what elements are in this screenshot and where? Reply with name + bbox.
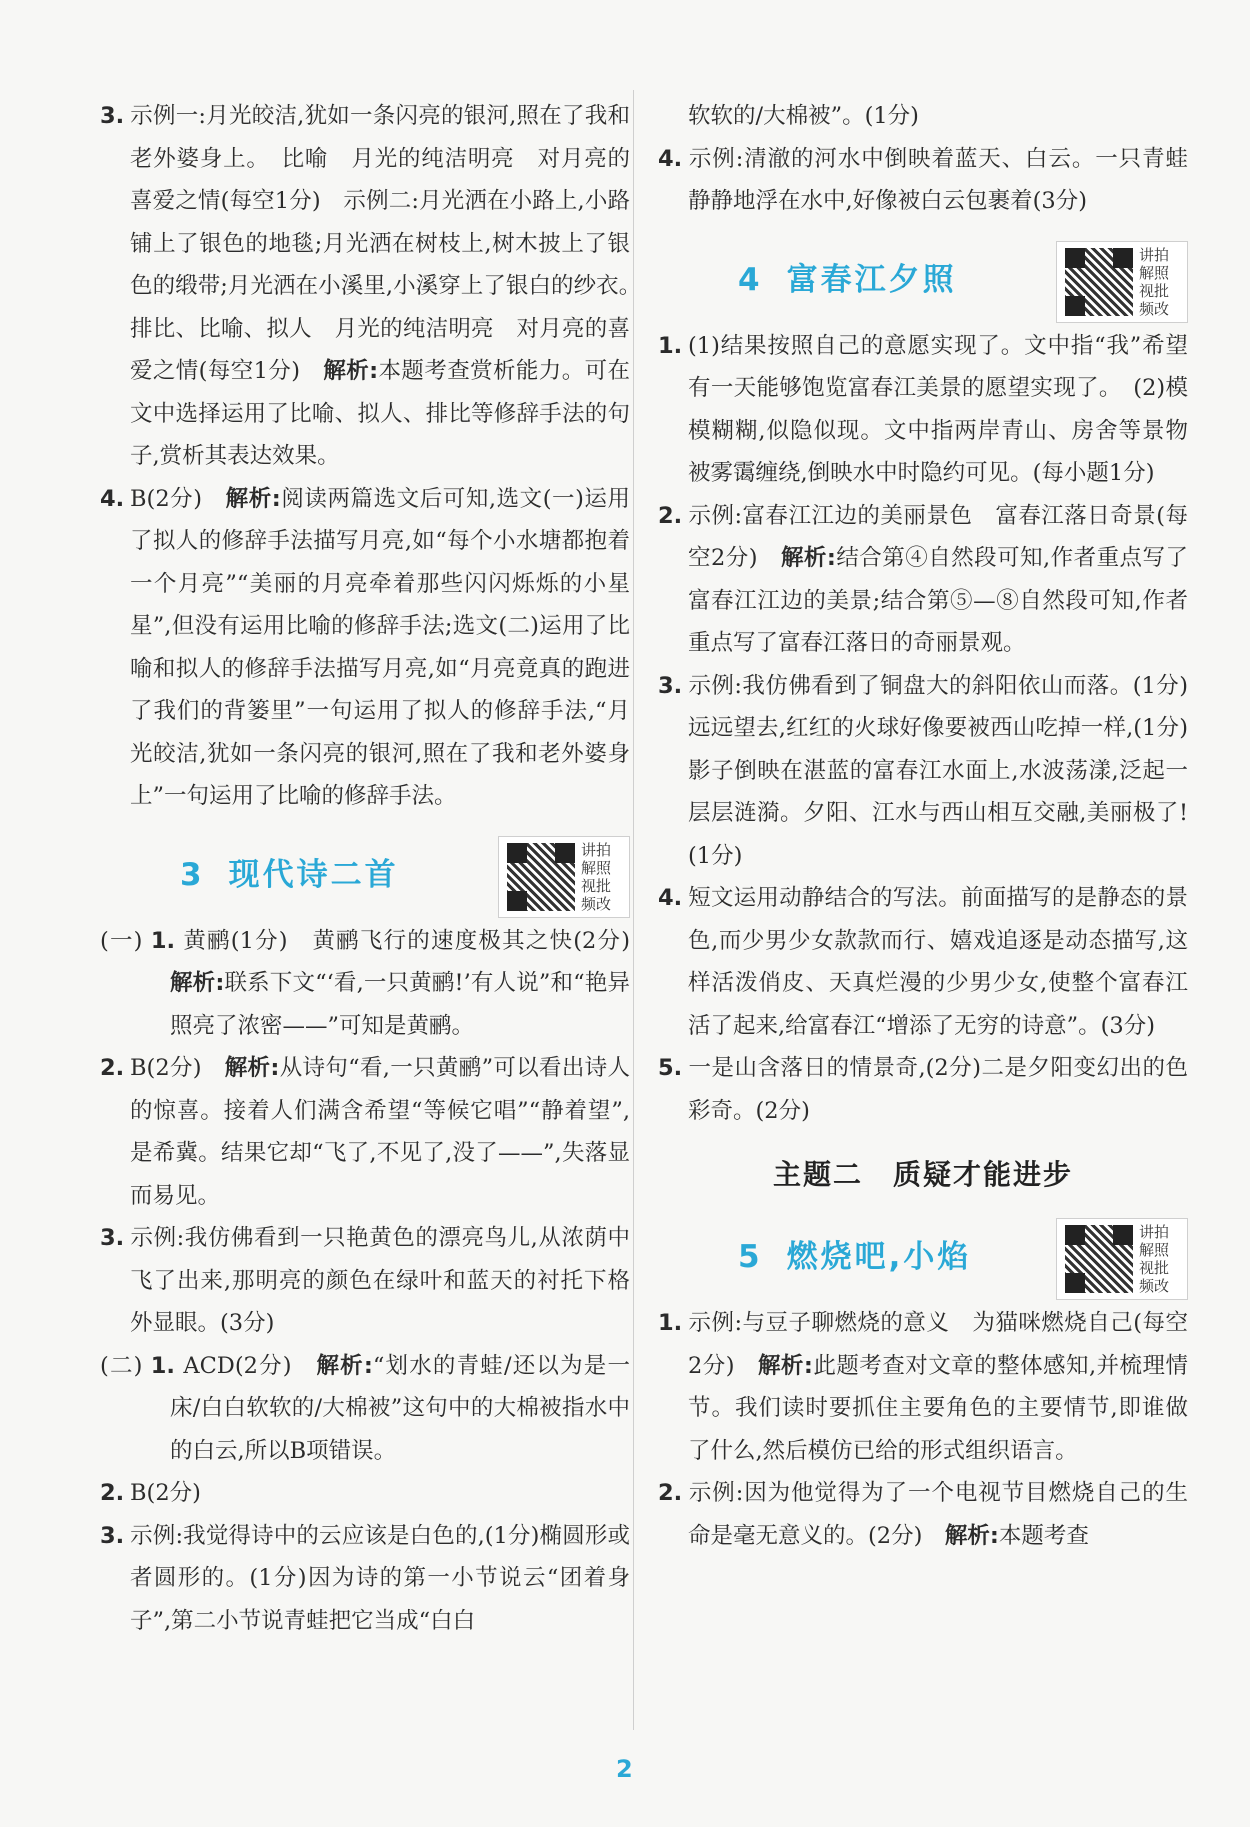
group-2-answer-3: 3. 示例:我觉得诗中的云应该是白色的,(1分)椭圆形或者圆形的。(1分)因为诗的第一小节说云“团着身子”,第二小节说青蛙把它当成“白白 <box>100 1522 630 1634</box>
section-5-answer-2: 2. 示例:因为他觉得为了一个电视节目燃烧自己的生命是毫无意义的。(2分) 解析:本题考查 <box>658 1480 1188 1549</box>
qr-code-icon <box>507 843 575 911</box>
qr-code-icon <box>1065 248 1133 316</box>
qr-code-badge[interactable]: 讲拍解照视批频改 <box>1056 241 1188 323</box>
right-column <box>658 95 1188 1557</box>
section-5-title: 5 燃烧吧,小焰 <box>738 1239 972 1275</box>
group-1-answer-2: 2. B(2分) 解析:从诗句“看,一只黄鹂”可以看出诗人的惊喜。接着人们满含希望“等候它唱”“静着望”,是希冀。结果它却“飞了,不见了,没了——”,失落显而易见。 <box>100 1055 631 1209</box>
qr-code-badge[interactable]: 讲拍解照视批频改 <box>498 836 630 918</box>
group-1-answer-3: 3. 示例:我仿佛看到一只艳黄色的漂亮鸟儿,从浓荫中飞了出来,那明亮的颜色在绿叶和蓝天的衬托下格外显眼。(3分) <box>100 1225 630 1336</box>
section-3-header <box>100 828 630 920</box>
answer-4-moon: 4. B(2分) 解析:阅读两篇选文后可知,选文(一)运用了拟人的修辞手法描写月亮,如“每个小水塘都抱着一个月亮”“美丽的月亮牵着那些闪闪烁烁的小星星”,但没有运用比喻的修辞手法;选文(二)运用了比喻和拟人的修辞手法描写月亮,如“月亮竟真的跑进了我们的背篓里”一句运用了拟人的修辞手法,“月光皎洁,犹如一条闪亮的银河,照在了我和老外婆身上”一句运用了比喻的修辞手法。 <box>100 485 630 809</box>
left-column <box>100 95 653 1642</box>
continued-text: 软软的/大棉被”。(1分) <box>688 103 919 129</box>
section-5-header <box>658 1210 1188 1302</box>
column-divider <box>633 90 634 1730</box>
answer-3-moon: 3. 示例一:月光皎洁,犹如一条闪亮的银河,照在了我和老外婆身上。 比喻 月光的纯洁明亮 对月亮的喜爱之情(每空1分) 示例二:月光洒在小路上,小路铺上了银色的地毯;月光洒在树枝上,树木披上了银色的缎带;月光洒在小溪里,小溪穿上了银白的纱衣。 排比、比喻、拟人 月光的纯洁明亮 对月亮的喜爱之情(每空1分) 解析:本题考查赏析能力。可在文中选择运用了比喻、拟人、排比等修辞手法的句子,赏析其表达效果。 <box>100 103 653 469</box>
section-4-answer-4: 4. 短文运用动静结合的写法。前面描写的是静态的景色,而少男少女款款而行、嬉戏追逐是动态描写,这样活泼俏皮、天真烂漫的少男少女,使整个富春江活了起来,给富春江“增添了无穷的诗意”。(3分) <box>658 885 1188 1039</box>
answer-4-frog: 4. 示例:清澈的河水中倒映着蓝天、白云。一只青蛙静静地浮在水中,好像被白云包裹着(3分) <box>658 145 1188 214</box>
section-4-header <box>658 233 1188 325</box>
group-1-answer-1: (一) 1. 黄鹂(1分) 黄鹂飞行的速度极其之快(2分) 解析:联系下文“‘看,一只黄鹂!’有人说”和“艳异照亮了浓密——”可知是黄鹂。 <box>100 927 631 1039</box>
page-number: 2 <box>616 1755 633 1783</box>
section-4-answer-2: 2. 示例:富春江江边的美丽景色 富春江落日奇景(每空2分) 解析:结合第④自然段可知,作者重点写了富春江江边的美景;结合第⑤—⑧自然段可知,作者重点写了富春江落日的奇丽景观。 <box>658 502 1188 656</box>
section-3-title: 3 现代诗二首 <box>180 856 399 893</box>
section-4-answer-5: 5. 一是山含落日的情景奇,(2分)二是夕阳变幻出的色彩奇。(2分) <box>658 1055 1188 1124</box>
section-5-answer-1: 1. 示例:与豆子聊燃烧的意义 为猫咪燃烧自己(每空2分) 解析:此题考查对文章的整体感知,并梳理情节。我们读时要抓住主要角色的主要情节,即谁做了什么,然后模仿已给的形式组织语言。 <box>658 1310 1188 1464</box>
qr-code-icon <box>1065 1225 1133 1293</box>
theme-heading: 主题二 质疑才能进步 <box>772 1158 1073 1191</box>
group-2-answer-1: (二) 1. ACD(2分) 解析:“划水的青蛙/还以为是一床/白白软软的/大棉被”这句中的大棉被指水中的白云,所以B项错误。 <box>100 1352 630 1464</box>
section-4-answer-1: 1. (1)结果按照自己的意愿实现了。文中指“我”希望有一天能够饱览富春江美景的愿望实现了。 (2)模模糊糊,似隐似现。文中指两岸青山、房舍等景物被雾霭缠绕,倒映水中时隐约可见。(每小题1分) <box>658 332 1188 486</box>
section-4-answer-3: 3. 示例:我仿佛看到了铜盘大的斜阳依山而落。(1分)远远望去,红红的火球好像要被西山吃掉一样,(1分)影子倒映在湛蓝的富春江水面上,水波荡漾,泛起一层层涟漪。夕阳、江水与西山相互交融,美丽极了!(1分) <box>658 672 1188 869</box>
section-4-title: 4 富春江夕照 <box>738 261 957 298</box>
qr-code-badge[interactable]: 讲拍解照视批频改 <box>1056 1218 1188 1300</box>
group-2-answer-2: 2. B(2分) <box>100 1480 201 1506</box>
